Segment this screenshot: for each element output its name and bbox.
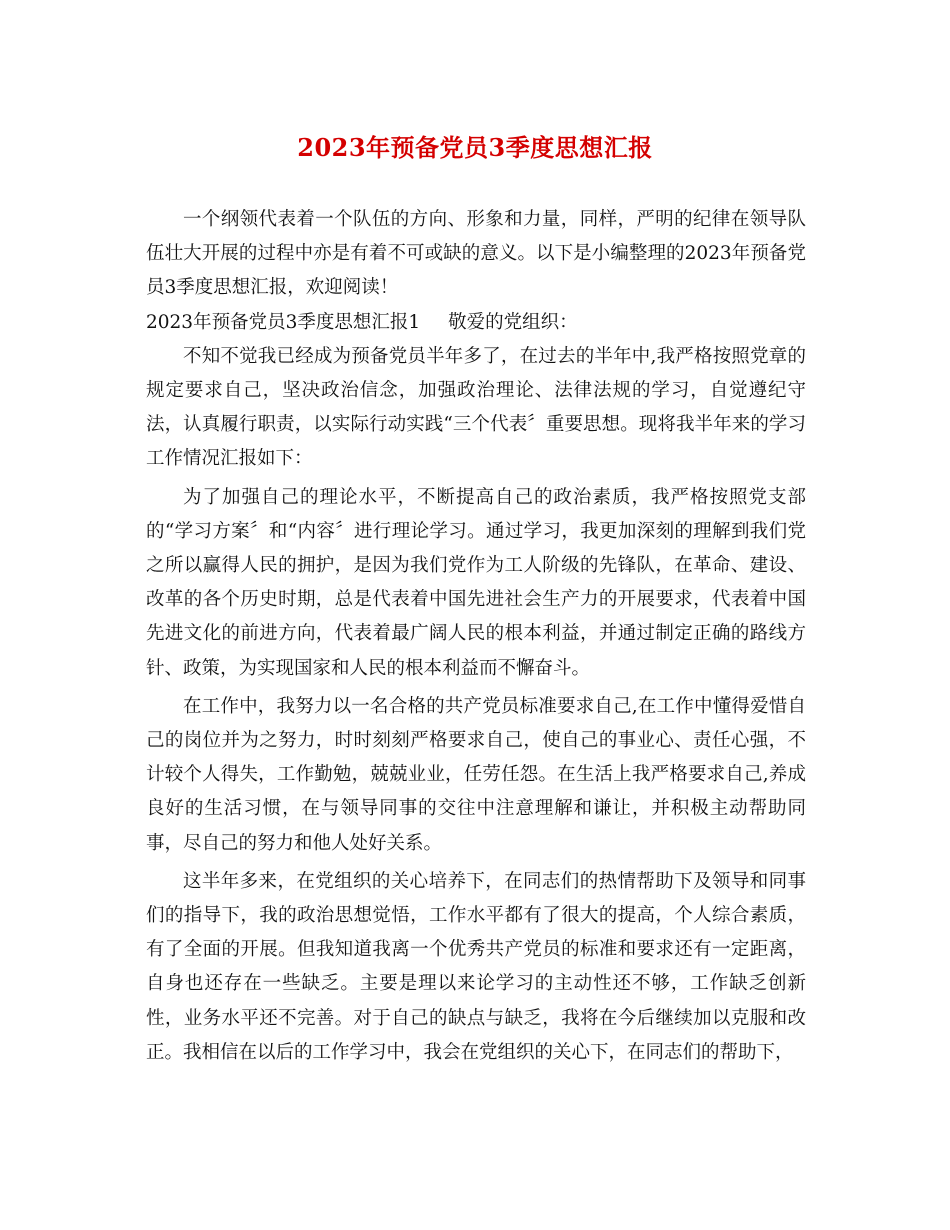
body-paragraph: 在工作中，我努力以一名合格的共产党员标准要求自己,在工作中懂得爱惜自己的岗位并为之努力，时时刻刻严格要求自己，使自己的事业心、责任心强，不计较个人得失，工作勤勉，兢兢业业，任劳任怨。在生活上我严格要求自己,养成良好的生活习惯，在与领导同事的交往中注意理解和谦让，并积极主动帮助同事，尽自己的努力和他人处好关系。 [146, 695, 806, 854]
body-paragraph: 不知不觉我已经成为预备党员半年多了，在过去的半年中,我严格按照党章的规定要求自己，坚决政治信念，加强政治理论、法律法规的学习，自觉遵纪守法，认真履行职责，以实际行动实践“三个代表〞重要思想。现将我半年来的学习工作情况汇报如下： [146, 345, 806, 470]
section-heading-line [146, 306, 806, 340]
body-paragraph: 这半年多来，在党组织的关心培养下，在同志们的热情帮助下及领导和同事们的指导下，我的政治思想觉悟，工作水平都有了很大的提高，个人综合素质，有了全面的开展。但我知道我离一个优秀共产党员的标准和要求还有一定距离，自身也还存在一些缺乏。主要是理以来论学习的主动性还不够，工作缺乏创新性，业务水平还不完善。对于自己的缺点与缺乏，我将在今后继续加以克服和改正。我相信在以后的工作学习中，我会在党组织的关心下，在同志们的帮助下， [146, 870, 806, 1063]
body-paragraph: 为了加强自己的理论水平，不断提高自己的政治素质，我严格按照党支部的“学习方案〞和“内容〞进行理论学习。通过学习，我更加深刻的理解到我们党之所以赢得人民的拥护，是因为我们党作为工人阶级的先锋队，在革命、建设、改革的各个历史时期，总是代表着中国先进社会生产力的开展要求，代表着中国先进文化的前进方向，代表着最广阔人民的根本利益，并通过制定正确的路线方针、政策，为实现国家和人民的根本利益而不懈奋斗。 [146, 486, 806, 679]
greeting: 敬爱的党组织： [448, 311, 578, 333]
document-title: 2023年预备党员3季度思想汇报 [297, 133, 653, 162]
section-heading: 2023年预备党员3季度思想汇报1 [146, 311, 421, 333]
intro-paragraph: 一个纲领代表着一个队伍的方向、形象和力量，同样，严明的纪律在领导队伍壮大开展的过程中亦是有着不可或缺的意义。以下是小编整理的2023年预备党员3季度思想汇报，欢迎阅读！ [146, 209, 806, 299]
document-body [146, 203, 806, 1070]
